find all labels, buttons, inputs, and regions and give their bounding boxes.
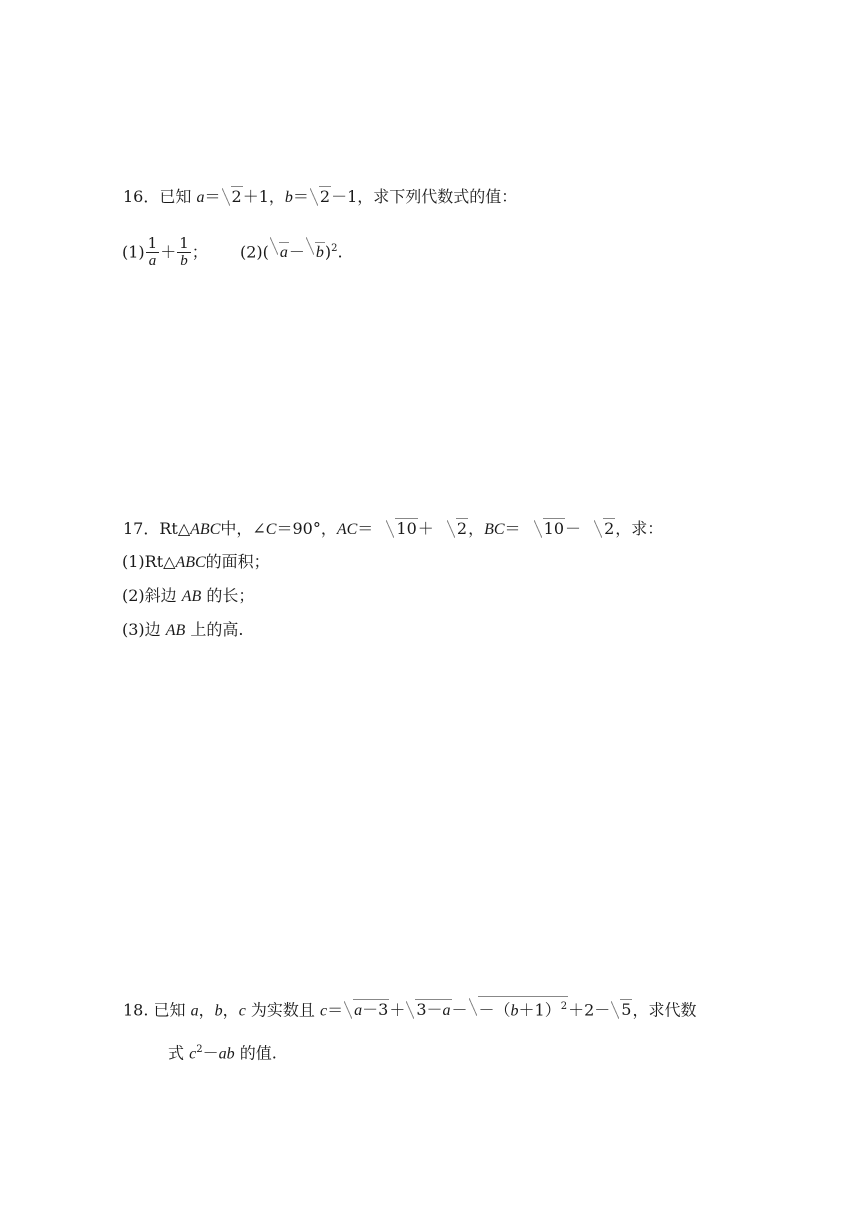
q16-given: 已知	[159, 187, 192, 206]
q18-r2-a: a	[442, 1002, 451, 1020]
q17-p3-ab: AB	[165, 622, 186, 639]
q18-line2-c: c	[189, 1045, 197, 1063]
q18-c-2: c	[320, 1002, 328, 1020]
q16-part1-label: (1)	[122, 242, 145, 262]
q16-semicolon: ；	[191, 242, 208, 262]
q17-tail: ，求：	[615, 519, 664, 538]
q17-number: 17．	[123, 519, 160, 538]
q17-eq: ＝	[357, 519, 374, 538]
frac-den: a	[148, 253, 157, 270]
q17-p3-text: 上的高.	[190, 620, 244, 639]
q16-sqrt-arg-b: 2	[319, 187, 331, 206]
q17-sqrt-2-a	[447, 518, 468, 539]
q16-frac-1-over-b	[177, 235, 191, 270]
q17-two-b: 2	[604, 519, 615, 538]
q16-sqrt-a	[222, 186, 243, 207]
q17-angle: ＝90°，	[276, 519, 337, 538]
q18-plus: ＋	[389, 1000, 406, 1020]
frac-den: b	[180, 253, 188, 270]
q18-b: b	[214, 1002, 223, 1020]
q17-bc: BC	[484, 521, 505, 538]
q18-line2-ab: ab	[218, 1045, 235, 1063]
q18-five: 5	[621, 1000, 632, 1020]
q18-a: a	[190, 1002, 199, 1020]
q18-line2-tail: 的值.	[239, 1043, 277, 1063]
q16-minus-one: －1	[331, 187, 358, 206]
q18-mid: 为实数且	[250, 1000, 315, 1020]
q18-r3-exp: 2	[560, 1001, 568, 1012]
q17-eq-2: ＝	[504, 519, 521, 538]
q17-p1-text: 的面积；	[205, 552, 270, 571]
q16-plus: ＋	[160, 242, 177, 262]
q16-parts	[122, 232, 343, 270]
q18-line2-a: 式	[168, 1043, 185, 1063]
q17-comma: ，	[468, 519, 485, 538]
frac-num: 1	[147, 234, 158, 253]
q17-rt: Rt△	[159, 519, 191, 538]
q18-line2-minus: －	[202, 1043, 219, 1063]
q18-tail: ，求代数	[632, 1000, 697, 1020]
q18-number: 18.	[123, 1000, 149, 1020]
q16-eq-b: ＝	[292, 187, 309, 206]
q17-p3-label: (3)边	[122, 620, 161, 639]
q16-sqrt-b	[310, 186, 331, 207]
q16-minus: －	[288, 242, 305, 262]
q17-p1-label: (1)Rt△	[122, 552, 176, 571]
q18-minus: －	[451, 1000, 468, 1020]
q16-stem	[123, 186, 517, 208]
q17-ten: 10	[396, 519, 417, 538]
q18-r3-b: b	[510, 1002, 519, 1020]
q18-c: c	[238, 1002, 246, 1020]
q18-sqrt-5	[611, 999, 632, 1020]
q16-sqrt-a-2	[270, 235, 289, 269]
q17-zhong: 中，∠	[220, 519, 266, 538]
q17-sqrt-2-b	[594, 518, 615, 539]
q16-close: )	[324, 242, 332, 262]
q16-sqrt-b-arg: b	[315, 244, 324, 262]
q18-lead: 已知	[153, 1000, 186, 1020]
q16-tail: ，求下列代数式的值：	[357, 187, 518, 206]
q16-eq: ＝	[204, 187, 221, 206]
q17-minus: －	[565, 519, 582, 538]
q17-p2-text: 的长；	[206, 586, 255, 605]
q16-sqrt-a-arg: a	[279, 244, 288, 262]
q18-r3-open: －（	[478, 1000, 511, 1020]
q18-eq: ＝	[327, 1000, 344, 1020]
q16-var-a: a	[196, 189, 205, 206]
q16-sqrt-b-2	[306, 235, 325, 269]
q17-part2	[122, 586, 254, 607]
q17-abc: ABC	[190, 521, 221, 538]
q17-part3	[122, 620, 244, 641]
q16-number: 16．	[123, 187, 160, 206]
q18-sqrt-3	[469, 996, 569, 1020]
q16-part2-label: (2)(	[239, 242, 269, 262]
q18-r1-a: a	[354, 1002, 363, 1020]
q18-r2-num: 3－	[416, 1000, 443, 1020]
q18-line2-exp: 2	[196, 1044, 203, 1055]
q17-sqrt-10-a	[386, 518, 417, 539]
q17-p1-abc: ABC	[175, 554, 206, 571]
q18-comma-2: ，	[222, 1000, 239, 1020]
q18-sqrt-2	[406, 999, 451, 1020]
q18-r3-close: ＋1）	[518, 1000, 561, 1020]
q17-ten-b: 10	[543, 519, 564, 538]
q16-exp: 2	[331, 243, 338, 254]
q18-line2	[168, 1040, 277, 1064]
q17-ac: AC	[336, 521, 358, 538]
q16-plus-one: ＋1	[242, 187, 269, 206]
q16-var-b: b	[284, 189, 293, 206]
q18-r3	[478, 996, 569, 1020]
q17-part1	[122, 552, 270, 573]
q16-comma: ，	[268, 187, 285, 206]
q16-period: .	[337, 242, 343, 262]
q17-p2-label: (2)斜边	[122, 586, 177, 605]
q18-comma-1: ，	[198, 1000, 215, 1020]
q18-stem	[123, 996, 697, 1021]
q17-two: 2	[456, 519, 468, 538]
q18-sqrt-1	[344, 999, 389, 1020]
q16-sqrt-arg: 2	[231, 187, 242, 206]
q18-r1: a－3	[354, 1000, 389, 1020]
q17-stem	[123, 518, 663, 540]
q17-plus: ＋	[417, 519, 434, 538]
q17-p2-ab: AB	[181, 588, 202, 605]
q16-frac-1-over-a	[146, 235, 160, 270]
frac-num: 1	[179, 234, 189, 253]
q17-c: C	[265, 521, 277, 538]
q18-r2	[415, 999, 451, 1020]
q18-plus2: ＋2－	[568, 1000, 611, 1020]
q17-sqrt-10-b	[534, 518, 565, 539]
